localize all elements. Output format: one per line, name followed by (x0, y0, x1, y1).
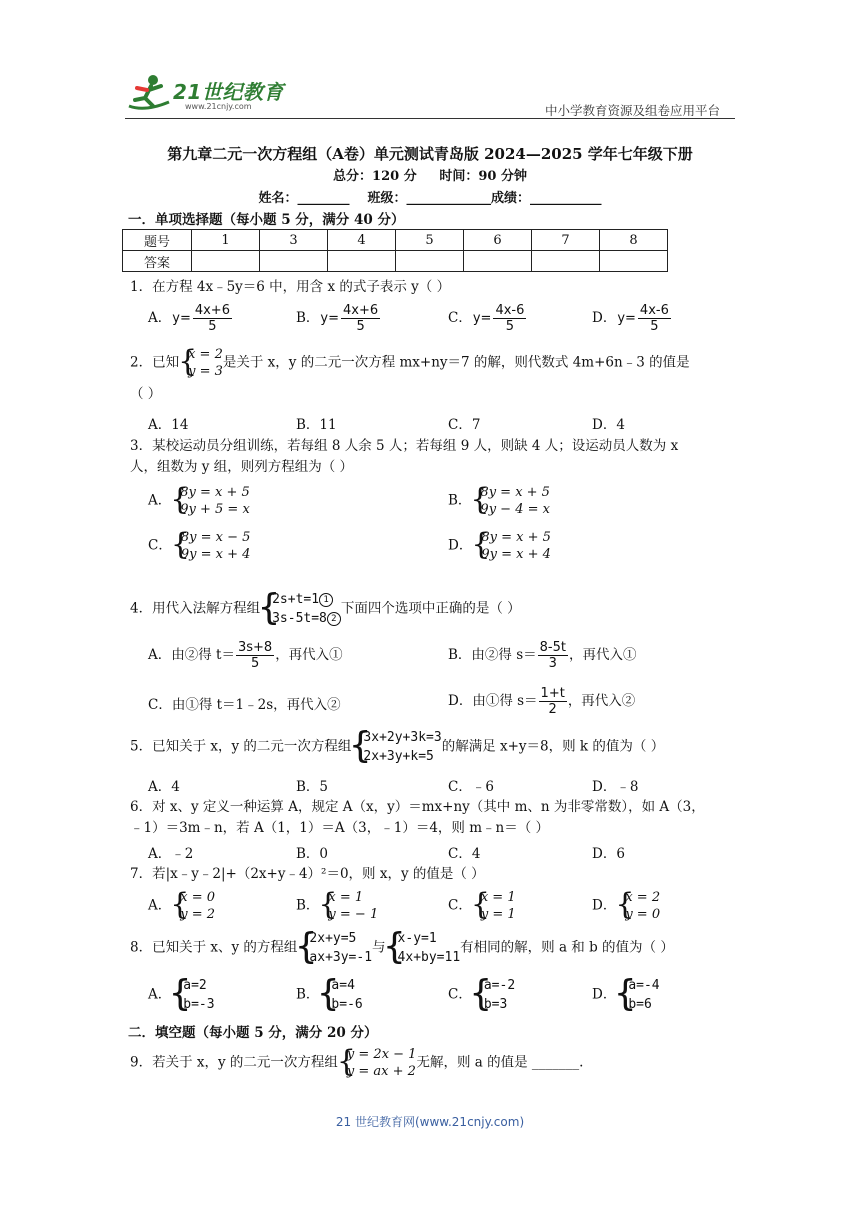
table-cell: 4 (328, 230, 396, 251)
q7-option-a: A． { x = 0 y = 2 (148, 889, 215, 923)
q8-option-d: D． { a=-4 b=6 (592, 976, 660, 1014)
answer-cell[interactable] (328, 251, 396, 272)
exam-subtitle: 总分：120 分 时间：90 分钟 (333, 169, 527, 184)
question-3-line-1: 3．某校运动员分组训练，若每组 8 人余 5 人；若每组 9 人，则缺 4 人；设运动员人数为 x (130, 438, 679, 454)
answer-cell[interactable] (260, 251, 328, 272)
q8-option-b: B． { a=4 b=-6 (296, 976, 363, 1014)
question-2-stem: 2．已知 { x = 2 y = 3 是关于 x，y 的二元一次方程 mx+ny＝7 的解，则代数式 4m+6n﹣3 的值是 (130, 346, 740, 380)
q1-option-c: C．y= $\frac{4x-6}{5}$ (448, 303, 525, 334)
platform-name: 中小学教育资源及组卷应用平台 (544, 104, 720, 118)
table-cell: 5 (396, 230, 464, 251)
q3-option-c: C． { 8y = x − 5 9y = x + 4 (148, 529, 250, 563)
table-cell: 7 (532, 230, 600, 251)
answer-table (122, 229, 668, 272)
table-cell: 1 (192, 230, 260, 251)
question-2-paren: （ ） (130, 386, 162, 402)
section-1-heading: 一．单项选择题（每小题 5 分，满分 40 分） (128, 212, 405, 228)
q7-option-b: B． { x = 1 y = − 1 (296, 889, 378, 923)
question-5-stem: 5．已知关于 x，y 的二元一次方程组 { 3x+2y+3k=3 2x+3y+k=5 的解满足 x+y＝8，则 k 的值为（ ） (130, 728, 740, 766)
brand-logo (125, 72, 290, 116)
q6-option-b: B．0 (296, 846, 329, 862)
header-divider (125, 118, 735, 119)
q7-option-c: C． { x = 1 y = 1 (448, 889, 516, 923)
q3-option-a: A． { 8y = x + 5 9y + 5 = x (148, 484, 250, 518)
q6-option-d: D．6 (592, 846, 625, 862)
q3-option-b: B． { 8y = x + 5 9y − 4 = x (448, 484, 550, 518)
q8-option-c: C． { a=-2 b=3 (448, 976, 515, 1014)
table-cell: 3 (260, 230, 328, 251)
q4-option-c: C．由①得 t＝1﹣2s，再代入② (148, 697, 341, 713)
table-cell: 6 (464, 230, 532, 251)
answer-cell[interactable] (600, 251, 668, 272)
q5-option-b: B．5 (296, 779, 329, 795)
table-cell: 8 (600, 230, 668, 251)
table-cell: 题号 (123, 230, 192, 251)
q2-option-a: A．14 (148, 417, 189, 433)
q1-option-b: B．y= $\frac{4x+6}{5}$ (296, 303, 379, 334)
q2-option-b: B．11 (296, 417, 337, 433)
answer-cell[interactable] (464, 251, 532, 272)
footer-source[interactable]: 21 世纪教育网(www.21cnjy.com) (335, 1115, 525, 1129)
q4-option-a: A．由②得 t＝ $\frac{3s+8}{5}$ ，再代入① (148, 640, 343, 671)
logo-text: 21世纪教育 (173, 80, 284, 104)
q5-option-c: C．﹣6 (448, 779, 494, 795)
q8-option-a: A． { a=2 b=-3 (148, 976, 215, 1014)
q4-option-d: D．由①得 s＝ $\frac{1+t}{2}$ ，再代入② (448, 686, 636, 717)
q2-option-c: C．7 (448, 417, 481, 433)
answer-cell[interactable] (532, 251, 600, 272)
question-6-line-2: ﹣1）＝3m﹣n，若 A（1，1）＝A（3，﹣1）＝4，则 m﹣n＝（ ） (130, 820, 549, 836)
table-row (123, 230, 668, 251)
question-8-stem: 8．已知关于 x、y 的方程组 { 2x+y=5 ax+3y=-1 与 { x-y=1 4x+by=11 有相同的解，则 a 和 b 的值为（ ） (130, 929, 740, 967)
question-3-line-2: 人，组数为 y 组，则列方程组为（ ） (130, 459, 354, 475)
runner-icon (125, 72, 173, 116)
logo-url: www.21cnjy.com (185, 102, 252, 111)
answer-cell[interactable] (396, 251, 464, 272)
q7-option-d: D． { x = 2 y = 0 (592, 889, 660, 923)
q6-option-a: A．﹣2 (148, 846, 194, 862)
q1-option-a: A．y= $\frac{4x+6}{5}$ (148, 303, 230, 334)
q3-option-d: D． { 8y = x + 5 9y = x + 4 (448, 529, 551, 563)
question-4-stem: 4．用代入法解方程组 { 2s+t=1 1 3s-5t=8 2 下面四个选项中正确的是（ ） (130, 590, 740, 628)
question-9-stem: 9．若关于 x，y 的二元一次方程组 { y = 2x − 1 y = ax + 2 无解，则 a 的值是 _______. (130, 1046, 740, 1080)
q2-option-d: D．4 (592, 417, 625, 433)
table-cell: 答案 (123, 251, 192, 272)
section-2-heading: 二．填空题（每小题 5 分，满分 20 分） (128, 1025, 378, 1041)
answer-cell[interactable] (192, 251, 260, 272)
q1-option-d: D．y= $\frac{4x-6}{5}$ (592, 303, 669, 334)
table-row (123, 251, 668, 272)
question-7-stem: 7．若|x﹣y﹣2|+（2x+y﹣4）²＝0，则 x，y 的值是（ ） (130, 866, 485, 882)
q4-option-b: B．由②得 s＝ $\frac{8-5t}{3}$ ，再代入① (448, 640, 637, 671)
question-6-line-1: 6．对 x、y 定义一种运算 A，规定 A（x，y）＝mx+ny（其中 m、n 为非零常数），如 A（3， (130, 799, 705, 815)
q5-option-d: D．﹣8 (592, 779, 639, 795)
q5-option-a: A．4 (148, 779, 180, 795)
question-1-stem: 1．在方程 4x﹣5y＝6 中，用含 x 的式子表示 y（ ） (130, 279, 451, 295)
student-info-line: 姓名：________ 班级：_____________成绩：___________ (258, 191, 602, 206)
q6-option-c: C．4 (448, 846, 481, 862)
exam-title: 第九章二元一次方程组（A卷）单元测试青岛版 2024—2025 学年七年级下册 (167, 145, 693, 163)
